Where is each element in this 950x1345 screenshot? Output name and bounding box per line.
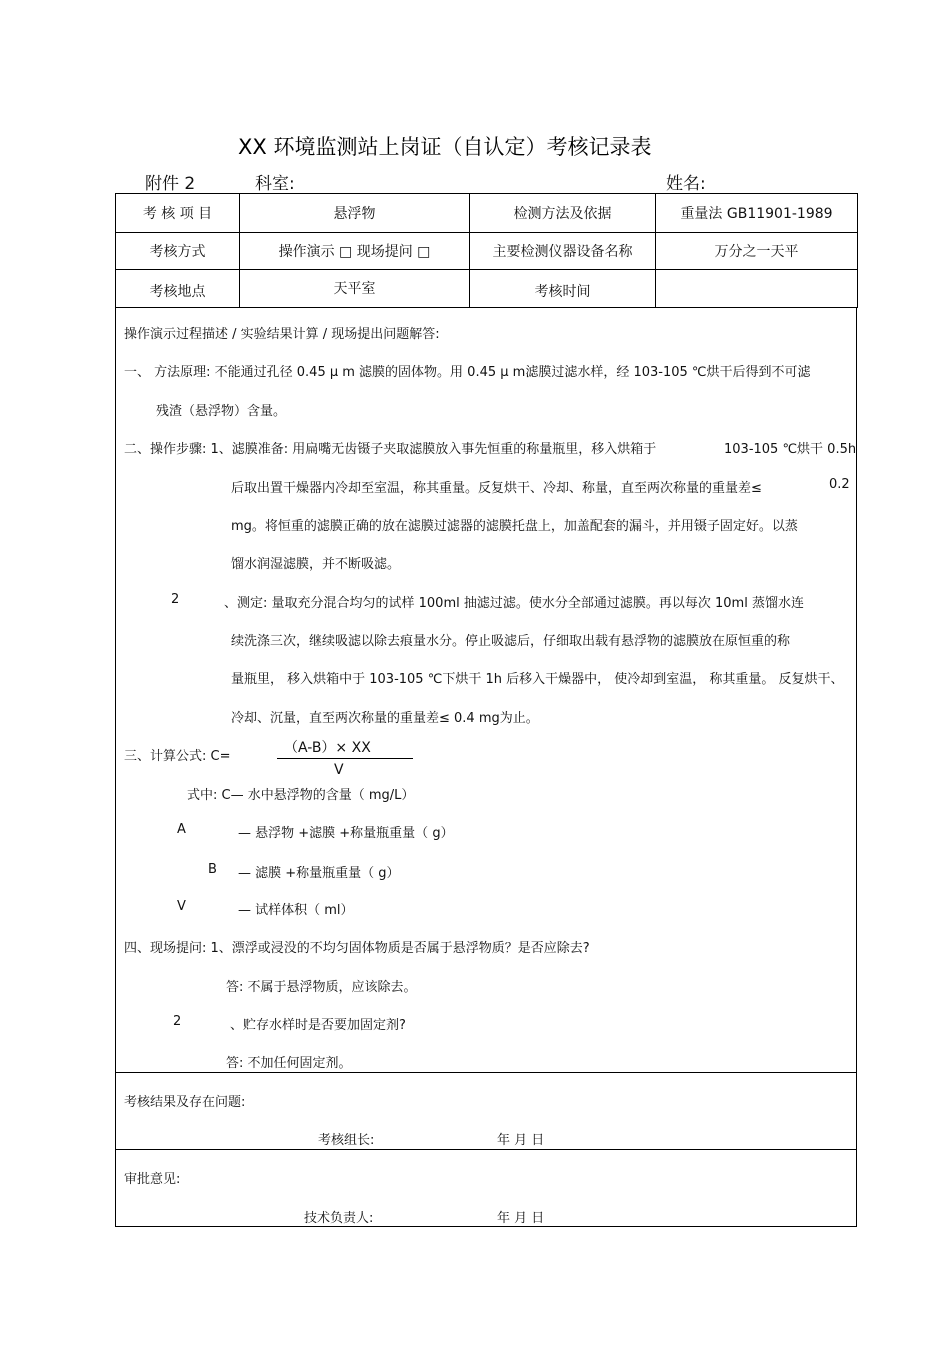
approval-box [115, 1149, 857, 1227]
procedure-line: 馏水润湿滤膜，并不断吸滤。 [231, 557, 401, 572]
variable-description: — 滤膜 +称量瓶重量（ g） [238, 866, 400, 881]
variable-description: — 试样体积（ ml） [238, 903, 354, 918]
method-principle-line: 一、 方法原理: 不能通过孔径 0.45 μ m 滤膜的固体物。用 0.45 μ m滤膜过滤水样，经 103-105 ℃烘干后得到不可滤 [124, 365, 811, 380]
department-label: 科室: [255, 174, 295, 194]
table-cell: 检测方法及依据 [470, 194, 656, 233]
procedure-line: mg。将恒重的滤膜正确的放在滤膜过滤器的滤膜托盘上，加盖配套的漏斗，并用镊子固定好。以蒸 [231, 519, 798, 534]
result-box [115, 1072, 857, 1150]
table-row [116, 270, 858, 308]
question-line: 、贮存水样时是否要加固定剂? [230, 1018, 406, 1033]
name-label: 姓名: [666, 174, 706, 194]
table-cell: 重量法 GB11901-1989 [656, 194, 858, 233]
step-number: 2 [173, 1014, 182, 1029]
result-date: 年 月 日 [497, 1133, 545, 1148]
approval-label: 审批意见: [124, 1172, 181, 1187]
step-number: 2 [171, 592, 180, 607]
table-cell: 主要检测仪器设备名称 [470, 233, 656, 270]
formula-denominator: V [334, 762, 344, 778]
formula-numerator: （A-B）× XX [284, 740, 371, 756]
info-table [115, 193, 858, 308]
procedure-line: 后取出置干燥器内冷却至室温，称其重量。反复烘干、冷却、称量，直至两次称量的重量差≤ [231, 481, 762, 496]
answer-line: 答: 不加任何固定剂。 [226, 1056, 352, 1071]
formula-where: 式中: C— 水中悬浮物的含量（ mg/L） [187, 788, 415, 803]
method-principle-line: 残渣（悬浮物）含量。 [156, 404, 287, 419]
variable-description: — 悬浮物 +滤膜 +称量瓶重量（ g） [238, 826, 454, 841]
page-title: XX 环境监测站上岗证（自认定）考核记录表 [238, 135, 652, 159]
attachment-label: 附件 2 [145, 174, 196, 194]
table-cell: 考核地点 [116, 270, 240, 308]
table-row [116, 233, 858, 270]
procedure-line: 冷却、沉量，直至两次称量的重量差≤ 0.4 mg为止。 [231, 711, 539, 726]
procedure-line: 、测定: 量取充分混合均匀的试样 100ml 抽滤过滤。使水分全部通过滤膜。再以每次 10ml 蒸馏水连 [224, 596, 804, 611]
variable-symbol: V [177, 899, 186, 914]
content-box [115, 307, 857, 1073]
procedure-line: 量瓶里， 移入烘箱中于 103-105 ℃下烘干 1h 后移入干燥器中， 使冷却到室温， 称其重量。 反复烘干、 [231, 672, 844, 687]
table-cell: 考核方式 [116, 233, 240, 270]
question-line: 四、现场提问: 1、漂浮或浸没的不均匀固体物质是否属于悬浮物质？是否应除去? [124, 941, 590, 956]
approval-date: 年 月 日 [497, 1211, 545, 1226]
content-heading: 操作演示过程描述 / 实验结果计算 / 现场提出问题解答: [124, 327, 440, 342]
table-row [116, 194, 858, 233]
table-cell: 考 核 项 目 [116, 194, 240, 233]
procedure-line: 0.2 [829, 477, 850, 492]
table-cell: 考核时间 [470, 270, 656, 308]
formula-label: 三、计算公式: C= [124, 749, 231, 764]
fraction-bar [277, 758, 413, 759]
table-cell [656, 270, 858, 308]
table-cell: 天平室 [240, 270, 470, 308]
procedure-line: 二、操作步骤: 1、滤膜准备: 用扁嘴无齿镊子夹取滤膜放入事先恒重的称量瓶里，移入烘箱于 [124, 442, 657, 457]
leader-signature-label: 考核组长: [318, 1133, 375, 1148]
result-label: 考核结果及存在问题: [124, 1095, 246, 1110]
table-cell: 悬浮物 [240, 194, 470, 233]
table-cell: 操作演示 □ 现场提问 □ [240, 233, 470, 270]
variable-symbol: B [208, 862, 217, 877]
tech-signature-label: 技术负责人: [304, 1211, 374, 1226]
procedure-line: 103-105 ℃烘干 0.5h [724, 442, 857, 457]
variable-symbol: A [177, 822, 186, 837]
procedure-line: 续洗涤三次，继续吸滤以除去痕量水分。停止吸滤后，仔细取出载有悬浮物的滤膜放在原恒重的称 [231, 634, 791, 649]
answer-line: 答: 不属于悬浮物质，应该除去。 [226, 980, 417, 995]
table-cell: 万分之一天平 [656, 233, 858, 270]
